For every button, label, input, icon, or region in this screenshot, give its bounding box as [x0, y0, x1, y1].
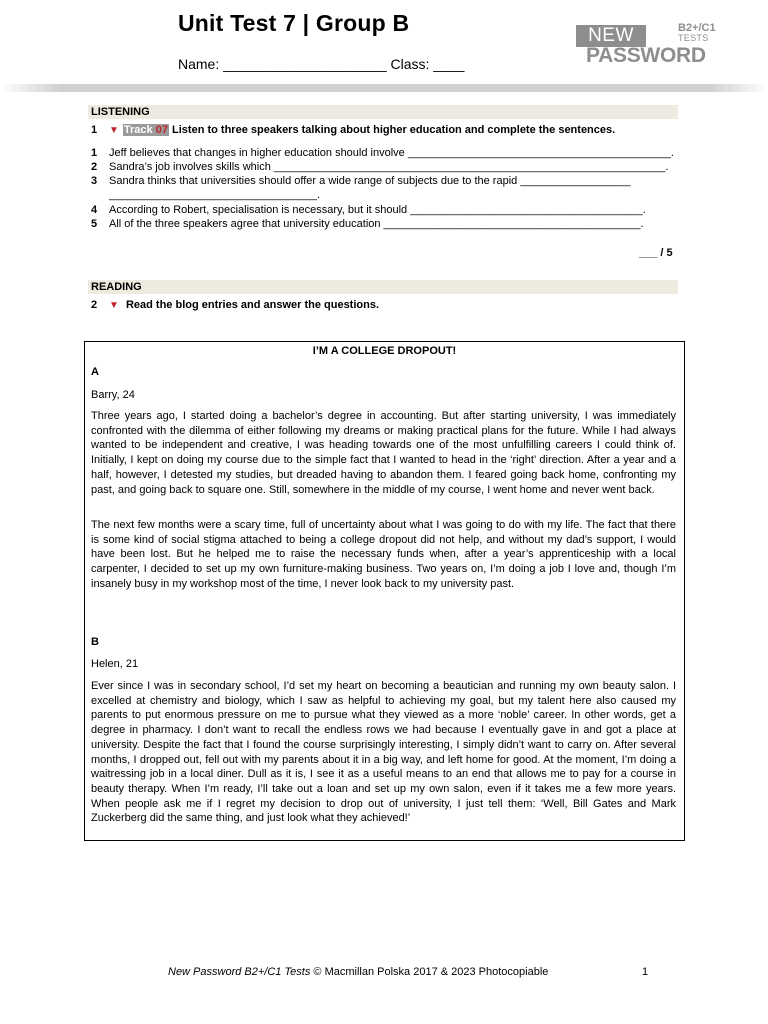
list-item	[91, 217, 644, 231]
item-text: Jeff believes that changes in higher education should involve ___________________________________________.	[109, 147, 674, 159]
entry-paragraph: The next few months were a scary time, full of uncertainty about what I was going to do with my life. The fact that there is some kind of social stigma attached to being a college dropout did not help, and without my dad’s support, I would have been lost. But he helped me to raise the necessary funds when, after a year’s apprenticeship with a local carpenter, I decided to set up my own furniture-making business. Two years on, I’m doing a job I love and, though I’m insanely busy in my workshop most of the time, I never look back to my university past.	[91, 519, 676, 590]
footer-copyright: © Macmillan Polska 2017 & 2023 Photocopiable	[310, 966, 549, 978]
listening-score: ___ / 5	[639, 247, 673, 259]
reading-question	[91, 298, 379, 313]
reading-icon: ▼	[109, 300, 119, 311]
question-number: 2	[91, 299, 98, 311]
question-number: 1	[91, 124, 98, 136]
item-text: Sandra’s job involves skills which ________________________________________________________________.	[109, 161, 669, 173]
logo-tier: B2+/C1	[678, 22, 716, 34]
item-number: 1	[91, 147, 98, 159]
item-number: 4	[91, 204, 98, 216]
reading-text-title: I’M A COLLEGE DROPOUT!	[312, 345, 457, 357]
entry-author: Barry, 24	[91, 389, 135, 401]
list-item-continued	[91, 188, 320, 202]
item-text: __________________________________.	[109, 189, 321, 201]
header-divider	[0, 84, 768, 92]
audio-track-icon: ▼	[109, 125, 119, 136]
logo-tests: TESTS	[678, 33, 709, 43]
list-item	[91, 174, 630, 188]
page-footer	[168, 966, 548, 978]
entry-author: Helen, 21	[91, 658, 139, 670]
logo-new: NEW	[576, 25, 646, 47]
footer-brand: New Password B2+/C1 Tests	[168, 966, 311, 978]
list-item	[91, 146, 674, 160]
entry-letter: B	[91, 636, 99, 648]
listening-instruction: Listen to three speakers talking about higher education and complete the sentences.	[172, 124, 616, 136]
name-class-line: Name: _____________________ Class: ____	[178, 56, 465, 72]
track-number: 07	[155, 124, 168, 136]
publisher-logo	[576, 22, 726, 70]
page-title: Unit Test 7 | Group B	[178, 10, 410, 36]
list-item	[91, 160, 668, 174]
listening-question	[91, 123, 615, 138]
reading-section-bar: READING	[88, 280, 678, 294]
page-number: 1	[642, 966, 649, 978]
entry-paragraph: Three years ago, I started doing a bachelor’s degree in accounting. But after starting university, I was immediately confronted with the dilemma of either following my dreams or making practical plans for the future. While I had always wanted to be independent and creative, I was heading towards one of the most unfulfilling careers I could think of. Initially, I kept on doing my course due to the simple fact that I wanted to head in the ‘right’ direction. After a year and a half, however, I detested my studies, but dreaded having to abandon them. I feared going back home, confronting my past, and going back to square one. Still, somewhere in the middle of my course, I went home and never went back.	[91, 410, 676, 496]
reading-instruction: Read the blog entries and answer the questions.	[125, 299, 380, 311]
item-text: According to Robert, specialisation is necessary, but it should ______________________________________.	[109, 204, 646, 216]
logo-password: PASSWORD	[586, 44, 706, 67]
item-text: Sandra thinks that universities should offer a wide range of subjects due to the rapid __________________	[109, 175, 631, 187]
item-number: 5	[91, 218, 98, 230]
entry-paragraph: Ever since I was in secondary school, I’d set my heart on becoming a beautician and running my own beauty salon. I excelled at chemistry and biology, which I saw as helpful to achieving my goal, but my talent here also caused my parents to put enormous pressure on me to pursue what they viewed as a more ‘noble’ career. In other words, get a degree in pharmacy. I don’t want to recall the endless rows we had because I eventually gave in and got a place at university. Despite the fact that I found the course surprisingly interesting, I simply didn’t want to carry on. After several months, I dropped out, fell out with my parents about it in a big way, and left home for good. At the moment, I’m doing a waitressing job in a local diner. Dull as it is, I see it as a useful means to an end that allows me to pay for a course in beauty therapy. When I’m ready, I’ll take out a loan and set up my own salon, even if it takes me a few more years. When people ask me if I regret my decision to drop out of university, I just tell them: ‘Well, Bill Gates and Mark Zuckerberg did the same thing, and just look what they achieved!’	[91, 680, 676, 825]
track-label: Track	[123, 124, 153, 136]
listening-section-bar: LISTENING	[88, 105, 678, 119]
entry-letter: A	[91, 366, 99, 378]
item-number: 3	[91, 175, 98, 187]
item-number: 2	[91, 161, 98, 173]
item-text: All of the three speakers agree that university education __________________________________________.	[109, 218, 644, 230]
list-item	[91, 203, 646, 217]
track-badge[interactable]	[123, 124, 169, 136]
